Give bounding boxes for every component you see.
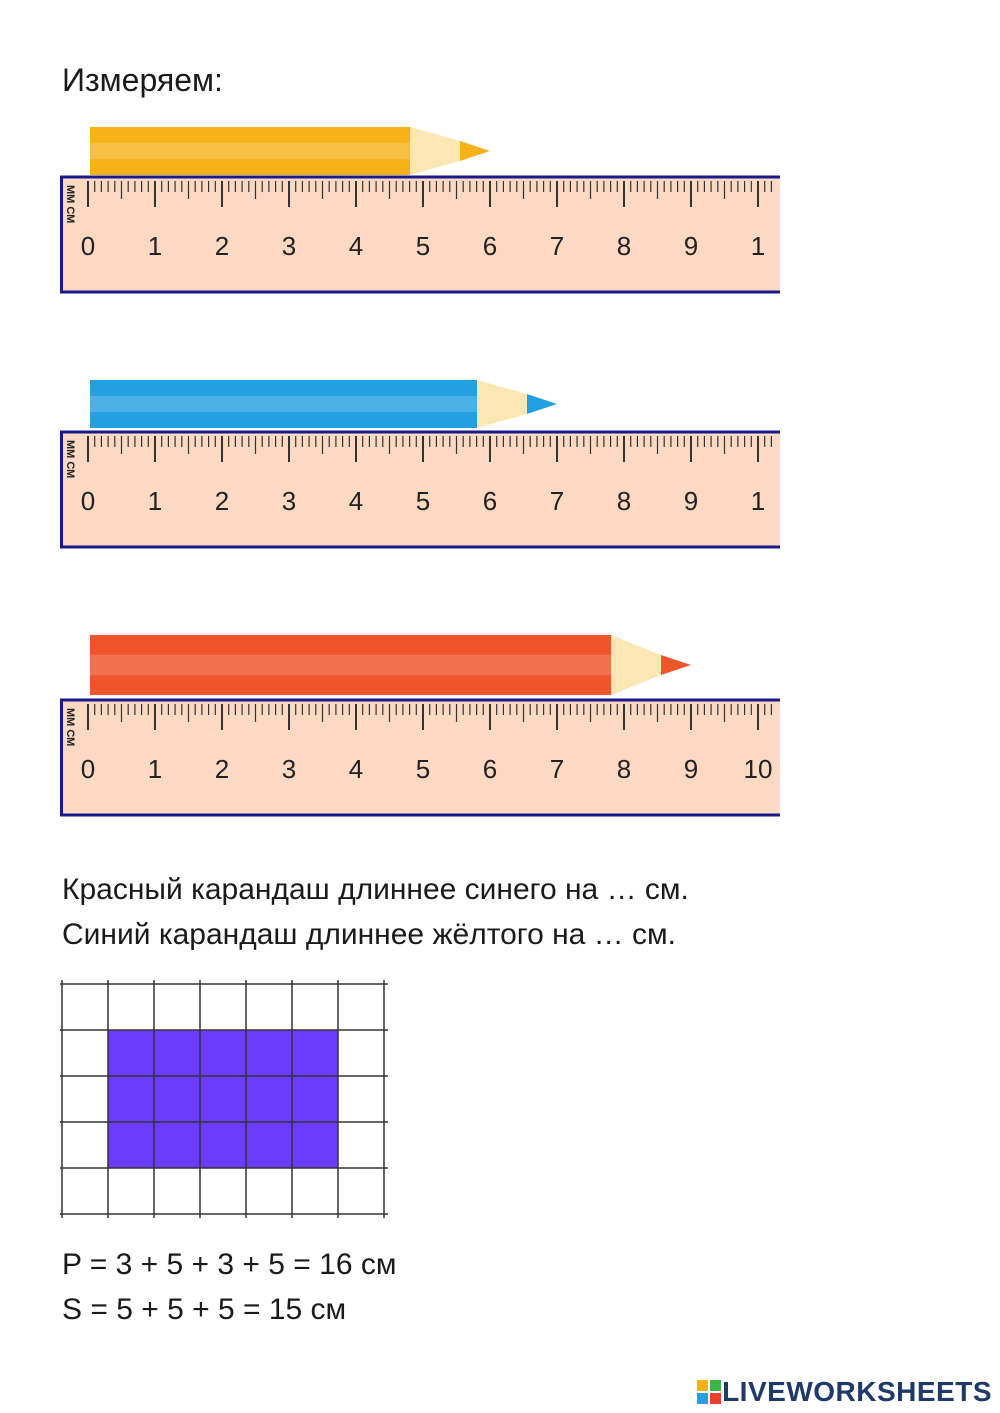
ruler-tick-label: 4 xyxy=(348,754,364,784)
ruler-tick-label: 6 xyxy=(482,486,498,516)
ruler-tick-label: 0 xyxy=(80,486,96,516)
ruler-tick-label: 5 xyxy=(415,231,431,261)
ruler-tick-label: 0 xyxy=(80,231,96,261)
logo-icon xyxy=(696,1379,722,1405)
ruler-tick-label: 0 xyxy=(80,754,96,784)
ruler-tick-label: 1 xyxy=(147,231,163,261)
ruler-tick-label: 1 xyxy=(750,231,766,261)
ruler-tick-label: 2 xyxy=(214,754,230,784)
ruler-tick-label: 3 xyxy=(281,231,297,261)
pencil-tip-red xyxy=(661,655,691,675)
ruler-tick-label: 1 xyxy=(147,486,163,516)
ruler-panel-yellow xyxy=(60,115,780,300)
ruler-tick-label: 5 xyxy=(415,754,431,784)
ruler-tick-label: 7 xyxy=(549,754,565,784)
question-blue-vs-yellow: Синий карандаш длиннее жёлтого на … см. xyxy=(62,918,676,951)
area-formula: S = 5 + 5 + 5 = 15 см xyxy=(62,1293,347,1326)
ruler-tick-label: 8 xyxy=(616,231,632,261)
ruler-tick-label: 3 xyxy=(281,486,297,516)
ruler-tick-label: 7 xyxy=(549,486,565,516)
ruler-panel-blue xyxy=(60,370,780,555)
page-title: Измеряем: xyxy=(62,62,223,98)
ruler-tick-label: 2 xyxy=(214,231,230,261)
pencil-tip-yellow xyxy=(460,141,490,161)
ruler-tick-label: 10 xyxy=(743,754,773,784)
pencil-wood-blue xyxy=(477,380,527,428)
purple-rectangle xyxy=(108,1030,338,1168)
ruler-tick-label: 2 xyxy=(214,486,230,516)
pencil-wood-yellow xyxy=(410,127,460,175)
liveworksheets-logo xyxy=(696,1376,992,1408)
ruler-tick-label: 4 xyxy=(348,231,364,261)
ruler-tick-label: 9 xyxy=(683,231,699,261)
ruler-tick-label: 1 xyxy=(750,486,766,516)
ruler-panel-red xyxy=(60,630,780,820)
perimeter-formula: P = 3 + 5 + 3 + 5 = 16 см xyxy=(62,1248,397,1281)
ruler-tick-label: 8 xyxy=(616,486,632,516)
grid-figure xyxy=(60,980,390,1220)
question-red-vs-blue: Красный карандаш длиннее синего на … см. xyxy=(62,873,689,906)
ruler-tick-label: 9 xyxy=(683,486,699,516)
logo-text: LIVEWORKSHEETS xyxy=(722,1376,992,1407)
ruler-tick-label: 4 xyxy=(348,486,364,516)
ruler-unit-label: ММ СМ xyxy=(64,185,76,224)
ruler-tick-label: 8 xyxy=(616,754,632,784)
ruler-tick-label: 1 xyxy=(147,754,163,784)
pencil-tip-blue xyxy=(527,394,557,414)
ruler-tick-label: 6 xyxy=(482,754,498,784)
ruler-unit-label: ММ СМ xyxy=(64,440,76,479)
ruler-tick-label: 9 xyxy=(683,754,699,784)
ruler-tick-label: 5 xyxy=(415,486,431,516)
ruler-tick-label: 3 xyxy=(281,754,297,784)
pencil-wood-red xyxy=(611,635,661,695)
ruler-unit-label: ММ СМ xyxy=(64,708,76,747)
ruler-tick-label: 7 xyxy=(549,231,565,261)
ruler-tick-label: 6 xyxy=(482,231,498,261)
